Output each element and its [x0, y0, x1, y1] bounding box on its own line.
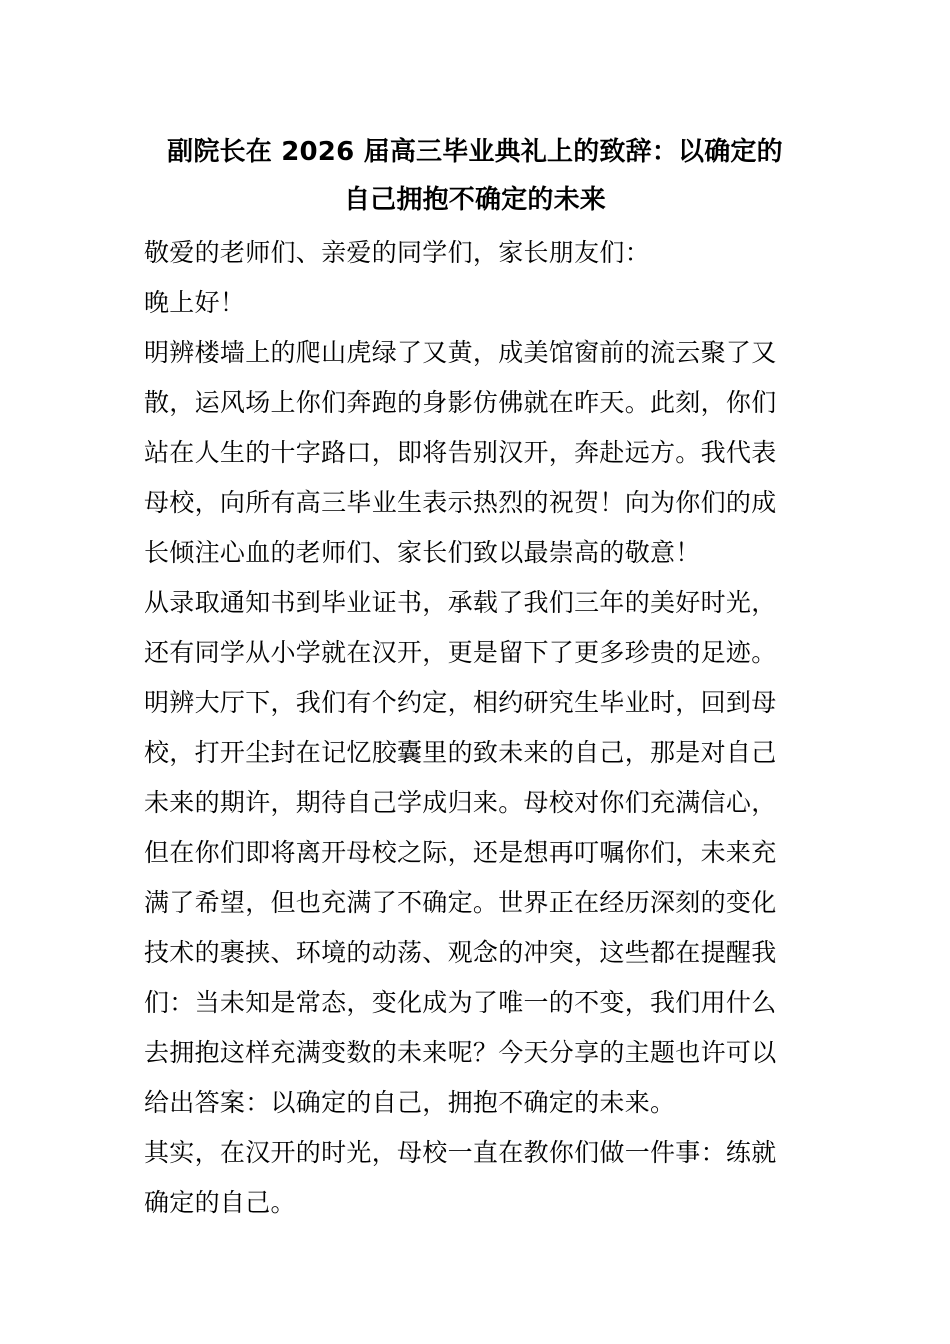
body-line: 给出答案：以确定的自己，拥抱不确定的未来。 — [144, 1088, 676, 1117]
body-line: 技术的裹挟、环境的动荡、观念的冲突，这些都在提醒我 — [144, 938, 777, 967]
title-line-2: 自己拥抱不确定的未来 — [343, 185, 606, 215]
body-line: 晚上好！ — [144, 288, 246, 317]
body-line: 满了希望，但也充满了不确定。世界正在经历深刻的变化 — [144, 888, 777, 917]
body-line: 校，打开尘封在记忆胶囊里的致未来的自己，那是对自己 — [144, 738, 777, 767]
body-line: 们：当未知是常态，变化成为了唯一的不变，我们用什么 — [144, 988, 777, 1017]
body-line: 明辨楼墙上的爬山虎绿了又黄，成美馆窗前的流云聚了又 — [144, 338, 777, 367]
body-line: 还有同学从小学就在汉开，更是留下了更多珍贵的足迹。 — [144, 638, 777, 667]
body-line: 确定的自己。 — [144, 1188, 296, 1217]
body-line: 散，运风场上你们奔跑的身影仿佛就在昨天。此刻，你们 — [144, 388, 777, 417]
body-line: 敬爱的老师们、亲爱的同学们，家长朋友们： — [144, 238, 651, 267]
body-line: 站在人生的十字路口，即将告别汉开，奔赴远方。我代表 — [144, 438, 777, 467]
body-line: 未来的期许，期待自己学成归来。母校对你们充满信心， — [144, 788, 777, 817]
document-title — [140, 128, 810, 224]
body-line: 从录取通知书到毕业证书，承载了我们三年的美好时光， — [144, 588, 777, 617]
body-line: 长倾注心血的老师们、家长们致以最崇高的敬意！ — [144, 538, 701, 567]
body-line: 但在你们即将离开母校之际，还是想再叮嘱你们，未来充 — [144, 838, 777, 867]
document-body — [144, 228, 808, 1228]
body-line: 母校，向所有高三毕业生表示热烈的祝贺！向为你们的成 — [144, 488, 777, 517]
body-line: 明辨大厅下，我们有个约定，相约研究生毕业时，回到母 — [144, 688, 777, 717]
body-line: 去拥抱这样充满变数的未来呢？今天分享的主题也许可以 — [144, 1038, 777, 1067]
title-line-1: 副院长在 2026 届高三毕业典礼上的致辞：以确定的 — [167, 137, 783, 167]
body-line: 其实，在汉开的时光，母校一直在教你们做一件事：练就 — [144, 1138, 777, 1167]
